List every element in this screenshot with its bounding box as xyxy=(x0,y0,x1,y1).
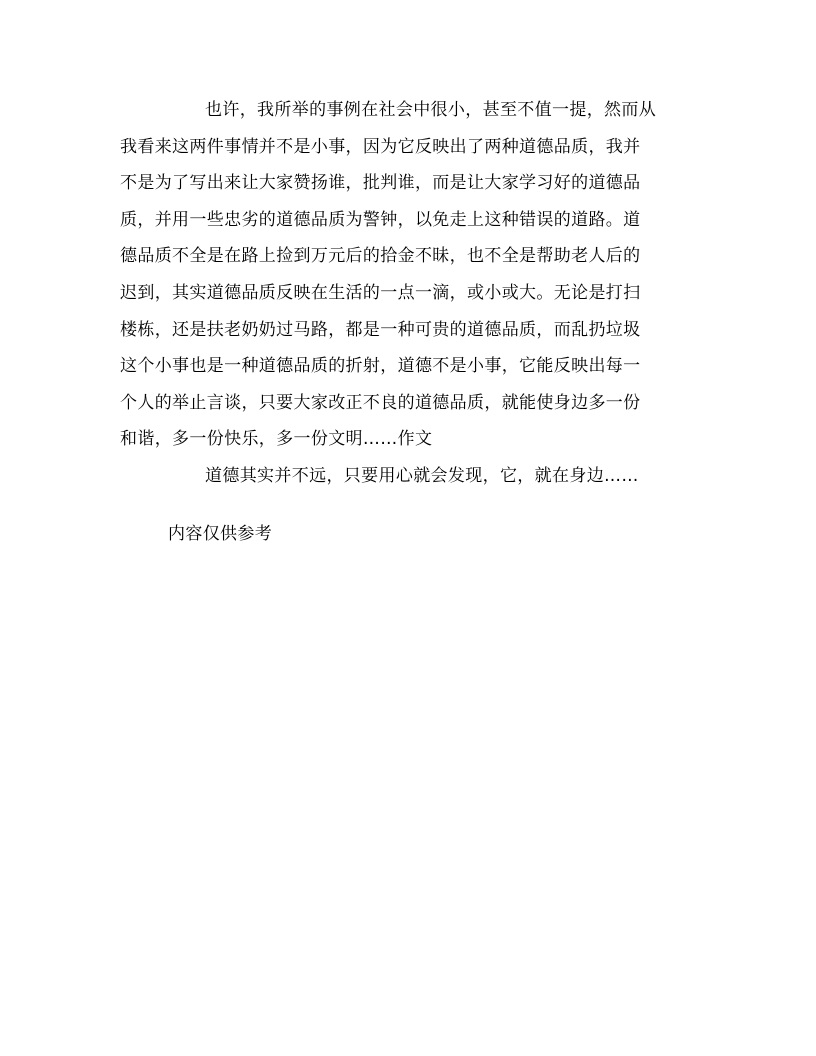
paragraph-1-line: 质，并用一些忠劣的道德品质为警钟，以免走上这种错误的道路。道 xyxy=(120,209,641,230)
paragraph-1-line: 不是为了写出来让大家赞扬谁，批判谁，而是让大家学习好的道德品 xyxy=(120,173,641,194)
paragraph-1-line: 也许，我所举的事例在社会中很小，甚至不值一提，然而从 xyxy=(205,100,657,120)
paragraph-1-line: 个人的举止言谈，只要大家改正不良的道德品质，就能使身边多一份 xyxy=(120,392,641,413)
paragraph-1-line: 我看来这两件事情并不是小事，因为它反映出了两种道德品质，我并 xyxy=(120,136,641,157)
paragraph-2: 道德其实并不远，只要用心就会发现，它，就在身边…… xyxy=(205,465,639,486)
paragraph-1-line: 和谐，多一份快乐，多一份文明……作文 xyxy=(120,429,433,450)
paragraph-1-line: 迟到，其实道德品质反映在生活的一点一滴，或小或大。无论是打扫 xyxy=(120,282,641,303)
reference-note: 内容仅供参考 xyxy=(168,524,273,544)
paragraph-1-line: 德品质不全是在路上捡到万元后的拾金不昧，也不全是帮助老人后的 xyxy=(120,246,641,267)
paragraph-1-line: 楼栋，还是扶老奶奶过马路，都是一种可贵的道德品质，而乱扔垃圾 xyxy=(120,319,641,340)
paragraph-1-line: 这个小事也是一种道德品质的折射，道德不是小事，它能反映出每一 xyxy=(120,356,641,377)
document-body xyxy=(120,92,696,495)
